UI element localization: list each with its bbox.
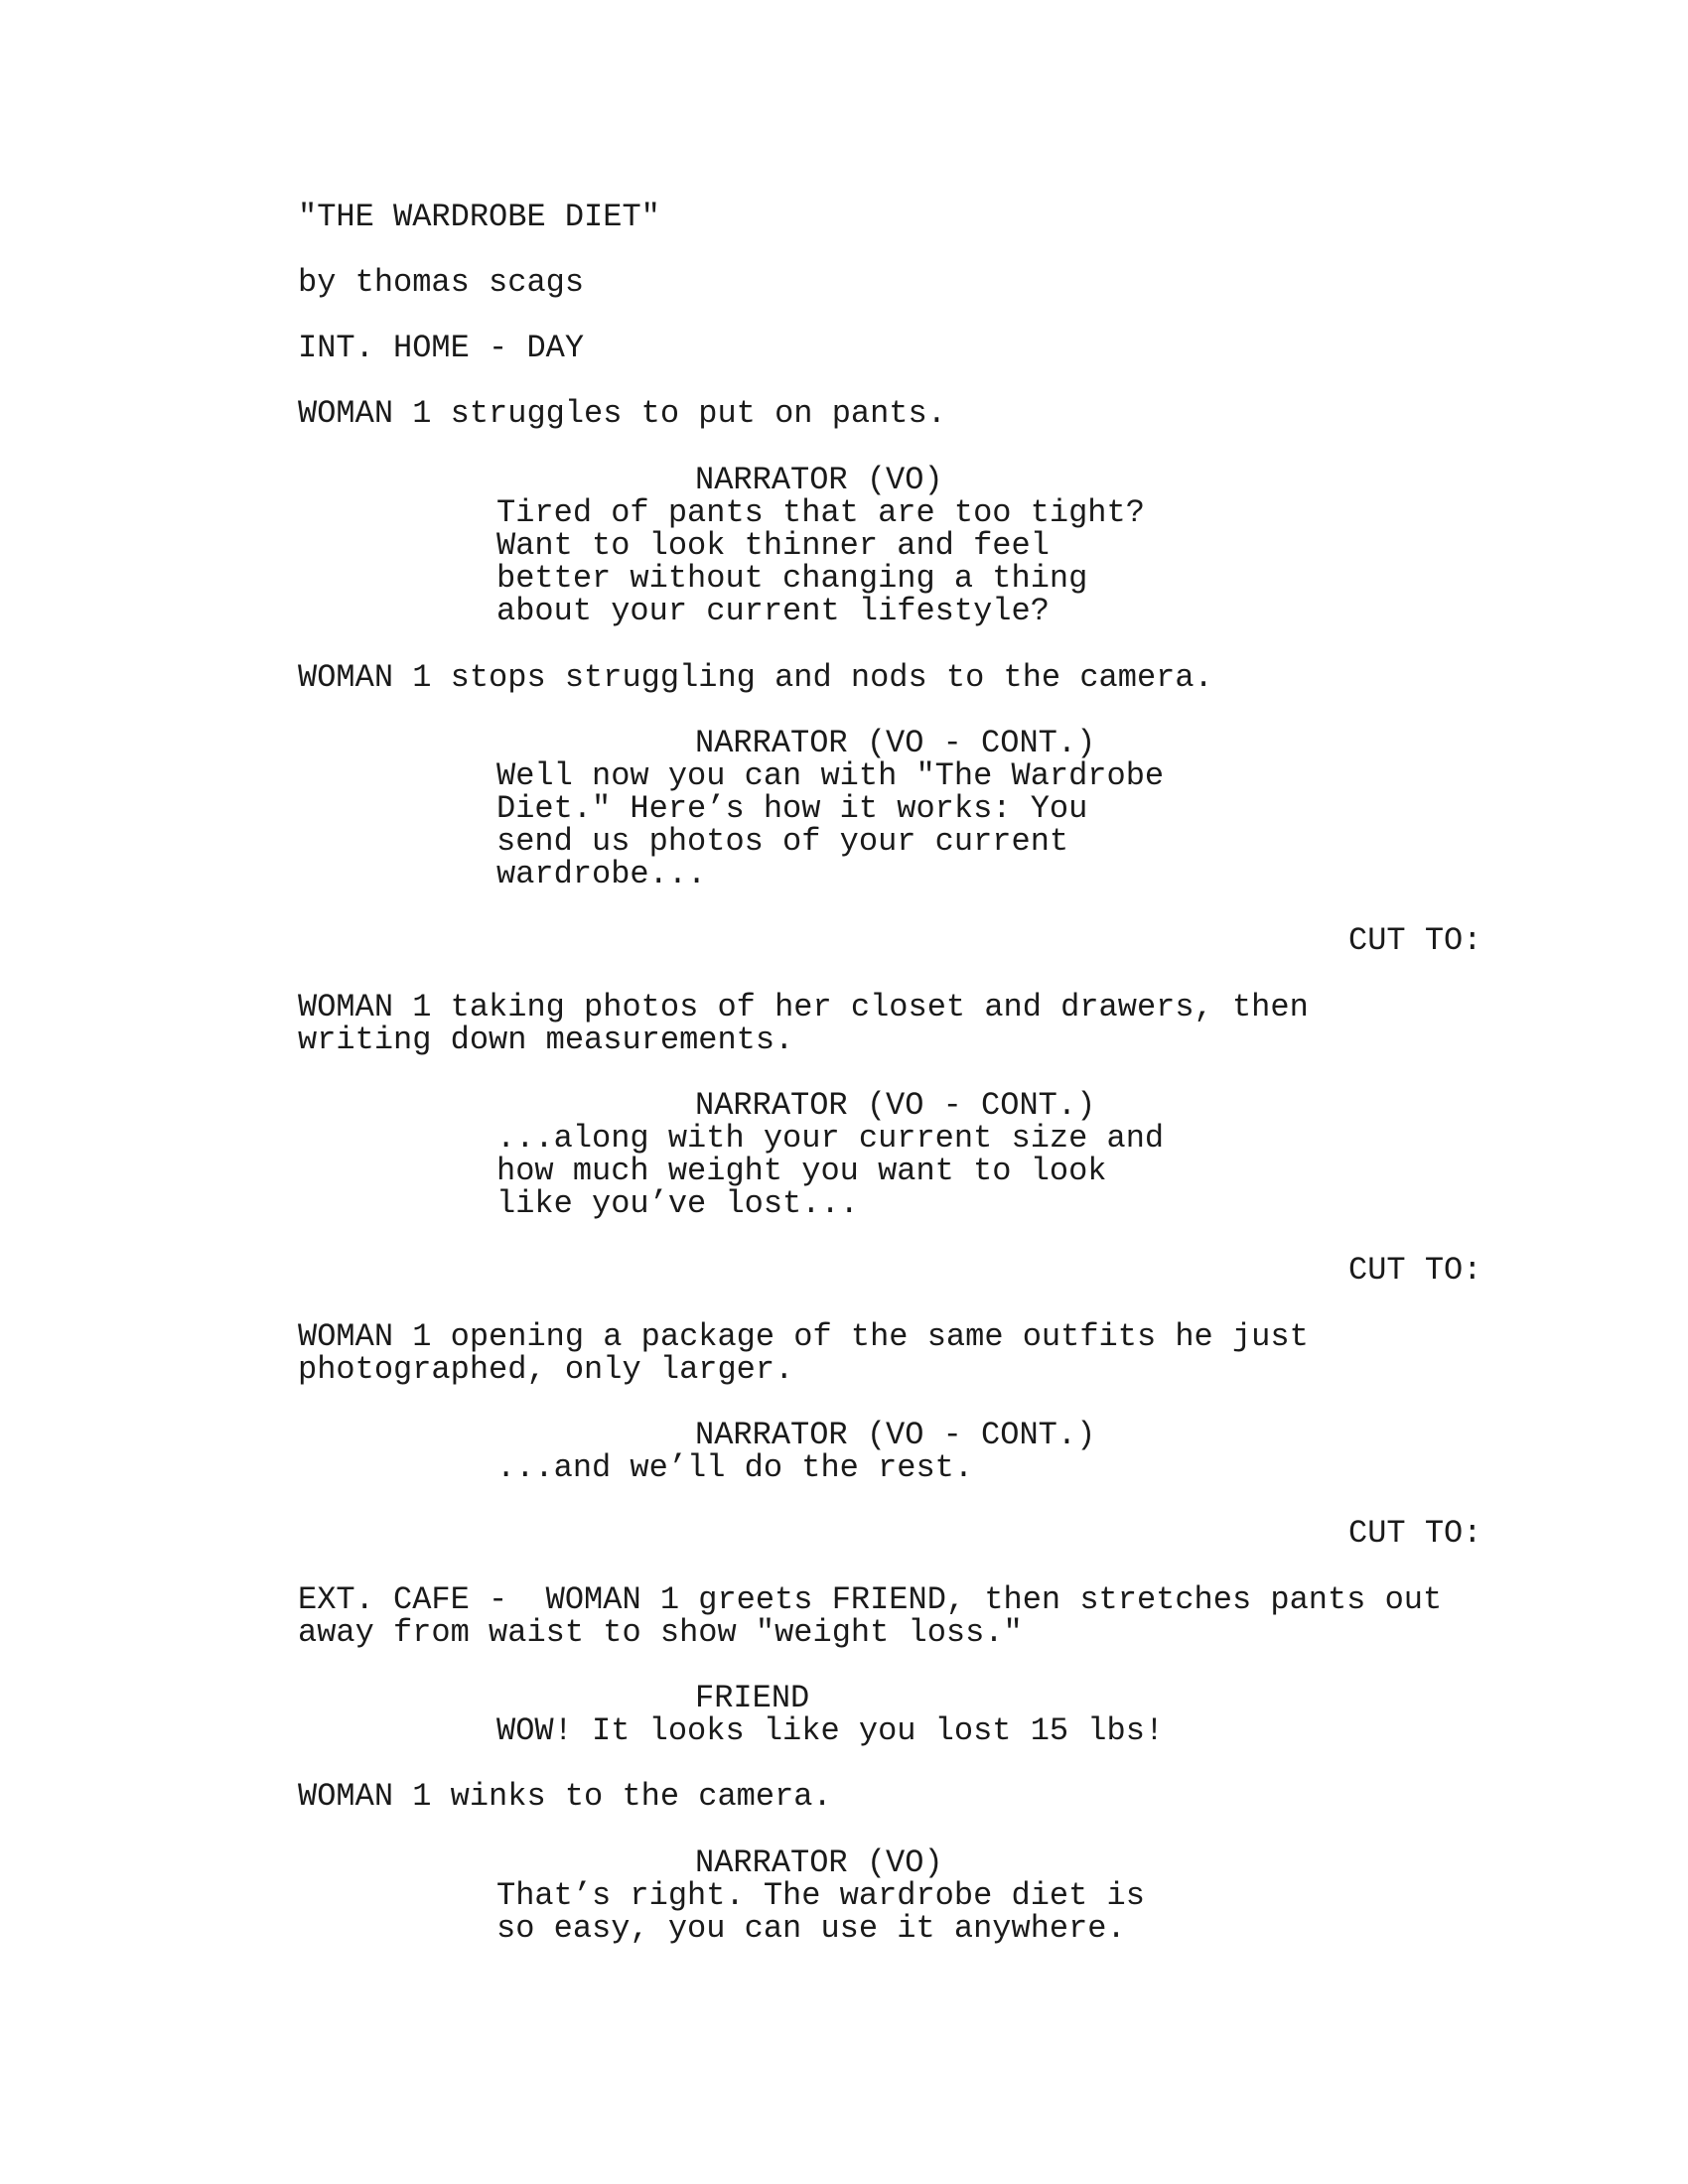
dialogue-block: ...and we’ll do the rest.: [496, 1449, 974, 1486]
transition: CUT TO:: [1348, 1515, 1482, 1552]
dialogue-block: WOW! It looks like you lost 15 lbs!: [496, 1712, 1165, 1749]
script-title: "THE WARDROBE DIET": [298, 199, 660, 235]
character-cue: FRIEND: [695, 1680, 810, 1716]
scene-heading: INT. HOME - DAY: [298, 330, 585, 366]
character-cue: NARRATOR (VO - CONT.): [695, 725, 1096, 761]
dialogue-block: Tired of pants that are too tight? Want to look thinner and feel better without changing a thing about your current lifestyle?: [496, 494, 1145, 629]
action-line: EXT. CAFE - WOMAN 1 greets FRIEND, then stretches pants out: [298, 1581, 1443, 1618]
dialogue-block: Well now you can with "The Wardrobe Diet." Here’s how it works: You send us photos of your current wardrobe...: [496, 757, 1165, 892]
transition: CUT TO:: [1348, 922, 1482, 959]
dialogue-block: ...along with your current size and how much weight you want to look like you’ve lost...: [496, 1120, 1165, 1222]
action-line: writing down measurements.: [298, 1022, 794, 1058]
action-line: away from waist to show "weight loss.": [298, 1614, 1023, 1651]
action-line: WOMAN 1 stops struggling and nods to the camera.: [298, 659, 1213, 696]
character-cue: NARRATOR (VO): [695, 1844, 943, 1881]
character-cue: NARRATOR (VO - CONT.): [695, 1087, 1096, 1124]
byline: by thomas scags: [298, 264, 585, 301]
transition: CUT TO:: [1348, 1252, 1482, 1289]
character-cue: NARRATOR (VO): [695, 462, 943, 498]
character-cue: NARRATOR (VO - CONT.): [695, 1417, 1096, 1453]
action-line: WOMAN 1 struggles to put on pants.: [298, 395, 946, 432]
action-line: WOMAN 1 opening a package of the same outfits he just: [298, 1318, 1309, 1355]
action-line: photographed, only larger.: [298, 1351, 794, 1388]
action-line: WOMAN 1 winks to the camera.: [298, 1778, 832, 1815]
dialogue-block: That’s right. The wardrobe diet is so easy, you can use it anywhere.: [496, 1877, 1145, 1947]
action-line: WOMAN 1 taking photos of her closet and drawers, then: [298, 989, 1309, 1025]
